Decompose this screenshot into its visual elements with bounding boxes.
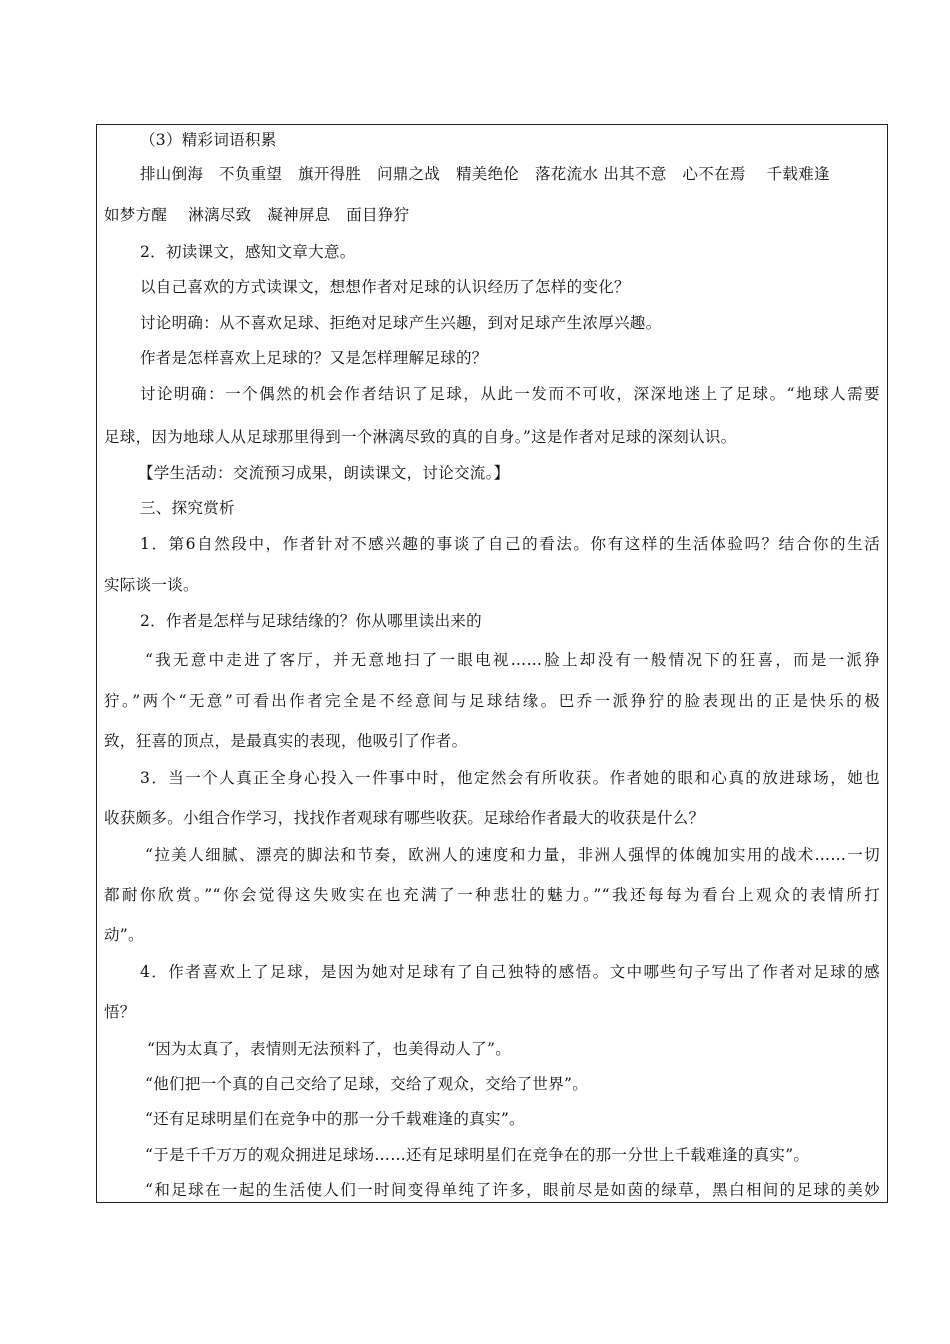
paragraph-line: 作者是怎样喜欢上足球的？又是怎样理解足球的？ xyxy=(140,349,488,367)
quote-line: “拉美人细腻、漂亮的脚法和节奏，欧洲人的速度和力量，非洲人强悍的体魄加实用的战术……一切 xyxy=(145,846,880,864)
paragraph-line: 悟？ xyxy=(104,1003,136,1021)
quote-line: “他们把一个真的自己交给了足球，交给了观众，交给了世界”。 xyxy=(145,1075,589,1093)
paragraph-line: 致，狂喜的顶点，是最真实的表现，他吸引了作者。 xyxy=(104,732,468,750)
question-3: 3．当一个人真正全身心投入一件事中时，他定然会有所收获。作者她的眼和心真的放进球场，她也 xyxy=(140,769,880,787)
question-2: 2．作者是怎样与足球结缘的？你从哪里读出来的 xyxy=(140,612,482,630)
paragraph-line: 以自己喜欢的方式读课文，想想作者对足球的认识经历了怎样的变化？ xyxy=(140,278,630,296)
section-3-heading: 三、探究赏析 xyxy=(140,499,235,517)
heading-vocab: （3）精彩词语积累 xyxy=(140,131,277,149)
paragraph-line: 收获颇多。小组合作学习，找找作者观球有哪些收获。足球给作者最大的收获是什么？ xyxy=(104,809,705,827)
vocab-line-2: 如梦方醒 淋漓尽致 凝神屏息 面目狰狞 xyxy=(104,206,410,224)
paragraph-line: 讨论明确：从不喜欢足球、拒绝对足球产生兴趣，到对足球产生浓厚兴趣。 xyxy=(140,314,662,332)
quote-line: 动”。 xyxy=(104,926,144,944)
paragraph-line: 讨论明确：一个偶然的机会作者结识了足球，从此一发而不可收，深深地迷上了足球。“地球人需要 xyxy=(140,385,880,403)
paragraph-line: 1．第6自然段中，作者针对不感兴趣的事谈了自己的看法。你有这样的生活体验吗？结合你的生活 xyxy=(140,535,880,553)
student-activity-note: 【学生活动：交流预习成果，朗读课文，讨论交流。】 xyxy=(138,464,510,482)
paragraph-line: 狞。”两个“无意”可看出作者完全是不经意间与足球结缘。巴乔一派狰狞的脸表现出的正是快乐的极 xyxy=(104,692,880,710)
quote-line: “还有足球明星们在竞争中的那一分千载难逢的真实”。 xyxy=(145,1110,525,1128)
question-4: 4．作者喜欢上了足球，是因为她对足球有了自己独特的感悟。文中哪些句子写出了作者对足球的感 xyxy=(140,963,880,981)
quote-line: “因为太真了，表情则无法预料了，也美得动人了”。 xyxy=(147,1040,512,1058)
paragraph-line: 实际谈一谈。 xyxy=(104,576,199,594)
vocab-line-1: 排山倒海 不负重望 旗开得胜 问鼎之战 精美绝伦 落花流水 出其不意 心不在焉 千载难逢 xyxy=(140,165,830,183)
paragraph-line: 足球，因为地球人从足球那里得到一个淋漓尽致的真的自身。”这是作者对足球的深刻认识。 xyxy=(104,428,737,446)
paragraph-line: “我无意中走进了客厅，并无意地扫了一眼电视……脸上却没有一般情况下的狂喜，而是一派狰 xyxy=(145,651,880,669)
quote-line: “和足球在一起的生活使人们一时间变得单纯了许多，眼前尽是如茵的绿草，黑白相间的足球的美妙 xyxy=(145,1181,880,1199)
section-2-heading: 2．初读课文，感知文章大意。 xyxy=(140,243,356,261)
quote-line: “于是千千万万的观众拥进足球场……还有足球明星们在竞争在的那一分世上千载难逢的真实”。 xyxy=(145,1146,810,1164)
quote-line: 都耐你欣赏。”“你会觉得这失败实在也充满了一种悲壮的魅力。”“我还每每为看台上观众的表情所打 xyxy=(104,886,880,904)
